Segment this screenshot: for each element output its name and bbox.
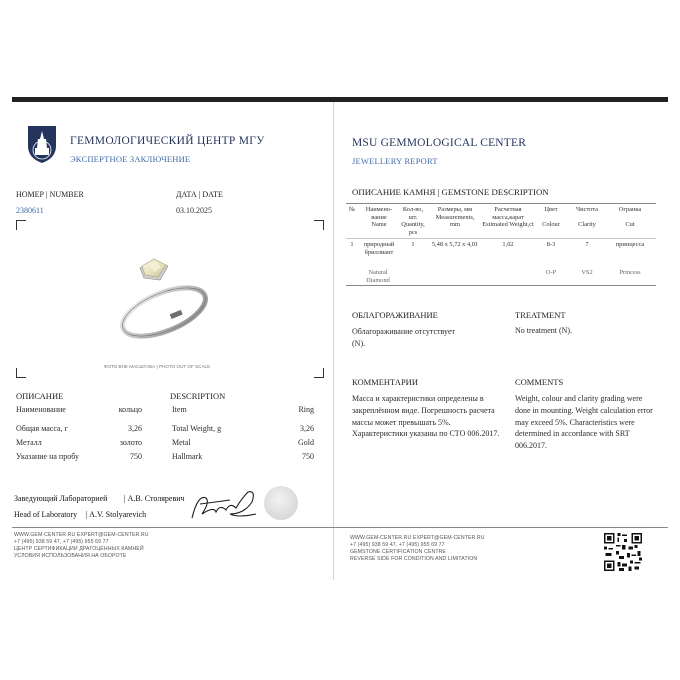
header-en: Estimated Weight,ct [482, 221, 534, 228]
header-ru: Кол-во, шт. [402, 206, 424, 221]
header-en: Cut [625, 220, 635, 228]
photo-caption: ФОТО ВНЕ МАСШТАБА | PHOTO OUT OF SCALE [104, 364, 211, 369]
header-ru: Чистота [576, 206, 598, 213]
table-cell: Natural Diamond [366, 269, 390, 284]
number-value: 2380611 [16, 206, 44, 215]
photo-frame-corner [314, 368, 324, 378]
header-en: Clarity [578, 220, 596, 228]
header-en: Quantity, pcs [401, 221, 425, 236]
table-rule-top [346, 203, 656, 204]
comments-ru-title: КОММЕНТАРИИ [352, 377, 418, 387]
table-header [430, 206, 480, 229]
table-header [362, 206, 396, 229]
table-cell: 5,48 x 5,72 x 4,01 [431, 241, 479, 248]
head-en-title: Head of Laboratory [14, 510, 78, 519]
row-ru-label: Наименование [16, 405, 66, 414]
left-footer-line: ЦЕНТР СЕРТИФИКАЦИИ ДРАГОЦЕННЫХ КАМНЕЙ [14, 546, 144, 552]
table-cell: Princess [619, 269, 641, 276]
treatment-ru-title: ОБЛАГОРАЖИВАНИЕ [352, 310, 438, 320]
left-footer-line: УСЛОВИЯ ИСПОЛЬЗОВАНИЯ НА ОБОРОТЕ [14, 553, 127, 559]
comments-en-text: Weight, colour and clarity grading were done in mounting. Weight calculation error may exceed 5%. Characteristics were determined in accordance with SRT 006.2017. [515, 394, 653, 451]
row-ru-value: кольцо [118, 405, 142, 414]
table-header [568, 206, 606, 228]
left-footer [14, 532, 149, 560]
table-cell: VS2 [581, 269, 593, 276]
table-header [346, 206, 358, 214]
right-footer-line: GEMSTONE CERTIFICATION CENTRE [350, 549, 446, 555]
right-footer-line: WWW.GEM-CENTER.RU EXPERT@GEM-CENTER.RU [350, 535, 485, 541]
right-footer-line: +7 (495) 938 59 47, +7 (495) 955 69 77 [350, 542, 445, 548]
table-rule-mid [346, 238, 656, 239]
comments-en-title: COMMENTS [515, 377, 564, 387]
qr-code-icon [604, 533, 642, 571]
row-ru-label: Общая масса, г [16, 424, 68, 433]
table-header [536, 206, 566, 228]
left-org-name: ГЕММОЛОГИЧЕСКИЙ ЦЕНТР МГУ [70, 135, 265, 147]
left-footer-line: WWW.GEM-CENTER.RU EXPERT@GEM-CENTER.RU [14, 532, 149, 538]
right-doc-type: JEWELLERY REPORT [352, 156, 438, 166]
header-ru: Цвет [544, 206, 558, 213]
row-ru-value: 3,26 [128, 424, 142, 433]
header-ru: Наимено-вание [365, 206, 393, 221]
msu-logo-icon [24, 122, 60, 164]
table-rule-bottom [346, 285, 656, 286]
row-ru-label: Металл [16, 438, 42, 447]
row-en-value: 750 [302, 452, 314, 461]
table-cell: природный бриллиант [363, 241, 395, 256]
header-ru: Расчетная масса,карат [492, 206, 524, 221]
desc-en-title: DESCRIPTION [170, 391, 226, 401]
center-fold-line [333, 102, 334, 580]
table-cell: 1 [411, 241, 415, 248]
date-label: ДАТА | DATE [176, 190, 223, 199]
header-ru: Размеры, мм [437, 206, 473, 213]
header-en: Colour [542, 220, 560, 228]
row-ru-value: 750 [130, 452, 142, 461]
head-en-name: | A.V. Stolyarevich [86, 510, 147, 519]
ring-photo [104, 238, 234, 344]
row-en-value: Gold [298, 438, 314, 447]
hologram-seal-icon [264, 486, 298, 520]
row-ru-value: золото [119, 438, 142, 447]
right-footer-rule [333, 527, 668, 528]
treatment-en-text: No treatment (N). [515, 326, 573, 335]
photo-frame-corner [314, 220, 324, 230]
right-footer-line: REVERSE SIDE FOR CONDITION AND LIMITATION [350, 556, 478, 562]
table-cell: 7 [585, 241, 589, 248]
date-value: 03.10.2025 [176, 206, 212, 215]
row-en-label: Total Weight, g [172, 424, 222, 433]
desc-ru-title: ОПИСАНИЕ [16, 391, 64, 401]
photo-frame-corner [16, 220, 26, 230]
signature-icon [186, 484, 262, 524]
treatment-en-title: TREATMENT [515, 310, 566, 320]
header-ru: № [348, 206, 356, 213]
left-footer-line: +7 (495) 938 59 47, +7 (495) 955 69 77 [14, 539, 109, 545]
table-header [608, 206, 652, 228]
head-ru-title: Заведующий Лабораторией [14, 494, 108, 503]
row-en-value: Ring [298, 405, 314, 414]
table-cell: 8-3 [546, 241, 556, 248]
table-cell: принцесса [615, 241, 645, 248]
row-ru-label: Указание на пробу [16, 452, 79, 461]
table-cell: O-P [545, 269, 557, 276]
row-en-label: Hallmark [172, 452, 203, 461]
table-cell: 1,02 [502, 241, 514, 248]
table-cell: 1 [350, 241, 354, 248]
right-org-name: MSU GEMMOLOGICAL CENTER [352, 137, 527, 149]
row-en-value: 3,26 [300, 424, 314, 433]
number-label: НОМЕР | NUMBER [16, 190, 84, 199]
left-doc-type: ЭКСПЕРТНОЕ ЗАКЛЮЧЕНИЕ [70, 154, 191, 164]
table-header [398, 206, 428, 236]
header-en: Measurements, mm [435, 213, 475, 228]
head-ru-name: | А.В. Столяревич [124, 494, 185, 503]
left-footer-rule [12, 527, 333, 528]
photo-frame-corner [16, 368, 26, 378]
treatment-ru-text: Облагораживание отсутствует (N). [352, 327, 455, 348]
comments-ru-text: Масса и характеристики определены в закреплённом виде. Погрешность расчета массы может превышать 5%. Характеристики указаны по СТО 006.2017. [352, 394, 500, 439]
header-ru: Огранка [618, 206, 642, 213]
stone-desc-title: ОПИСАНИЕ КАМНЯ | GEMSTONE DESCRIPTION [352, 187, 549, 197]
header-en: Name [371, 221, 387, 228]
row-en-label: Metal [172, 438, 191, 447]
row-en-label: Item [172, 405, 187, 414]
right-footer [350, 535, 485, 563]
table-header [482, 206, 534, 229]
